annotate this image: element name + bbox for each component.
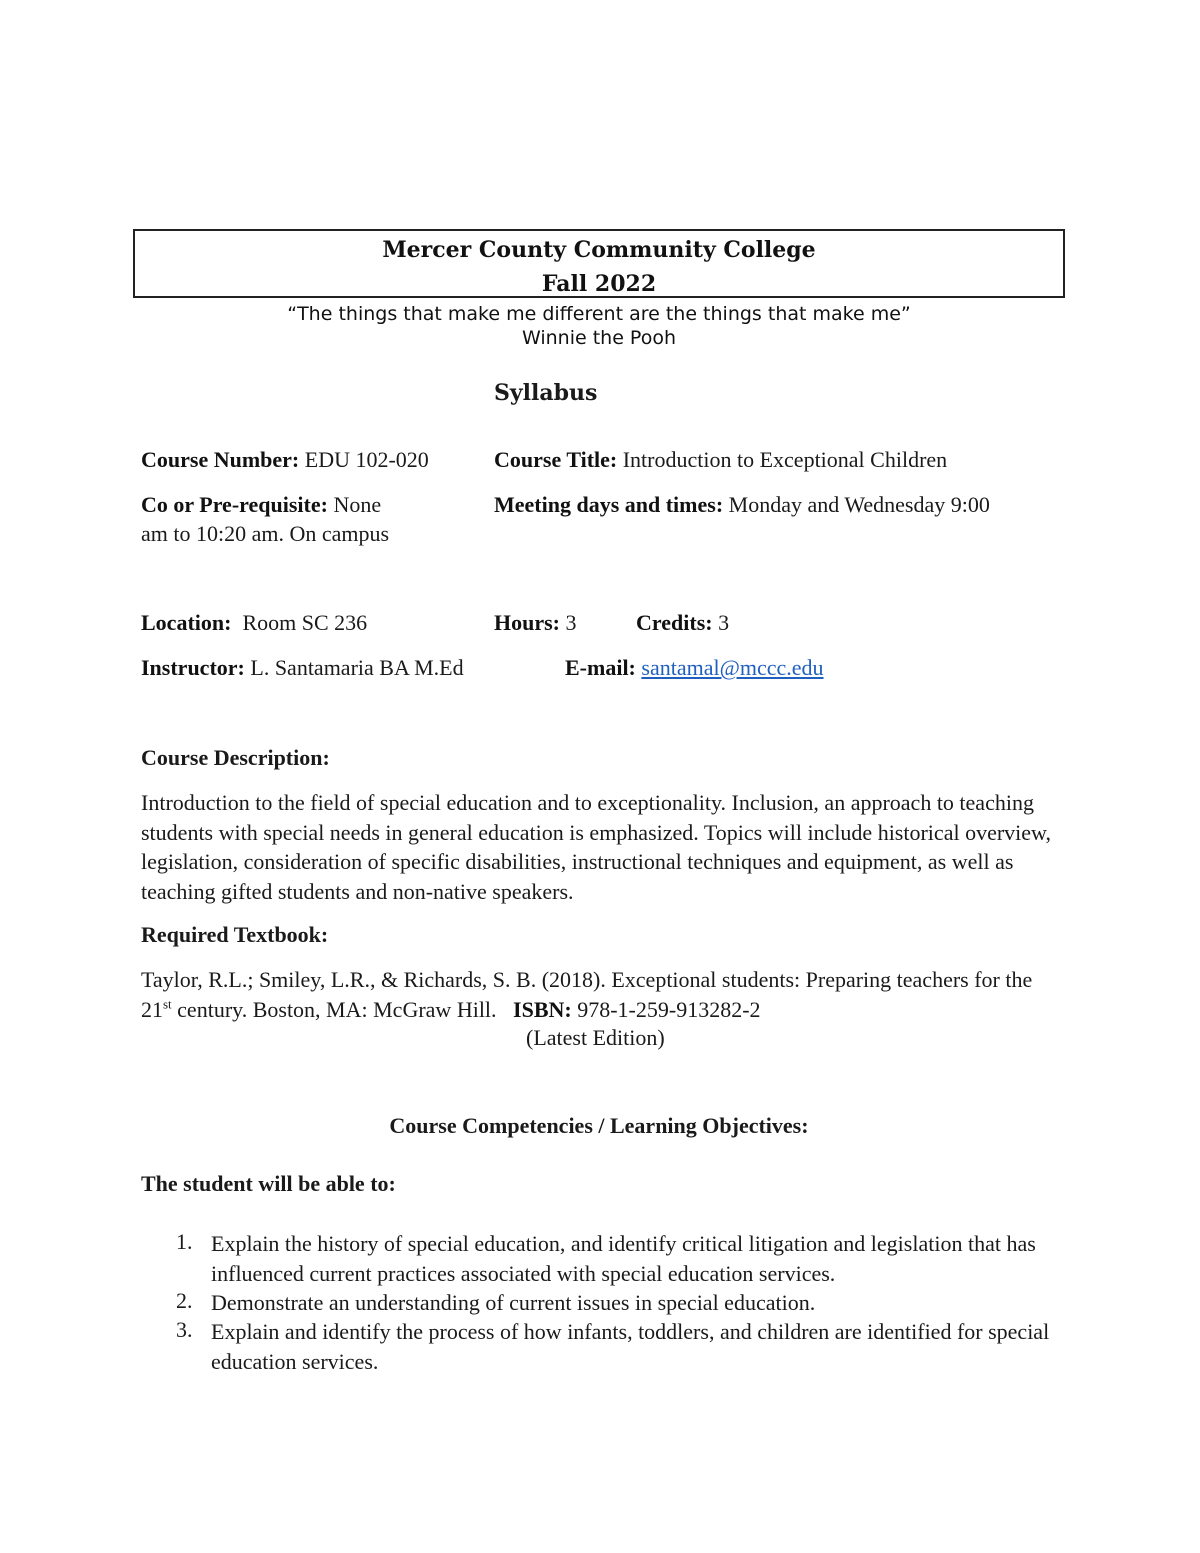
hours-value: 3 <box>565 610 577 635</box>
textbook-heading: Required Textbook: <box>141 922 329 947</box>
course-description-text: Introduction to the field of special education and to exceptionality. Inclusion, an approach to teaching students with special needs in general education is emphasized. Topics will include historical overview, legislation, consideration of specific disabilities, instructional techniques and equipment, as well as teaching gifted students and non-native speakers. <box>141 790 1051 904</box>
prereq-value: None <box>333 492 382 517</box>
instructor-value: L. Santamaria BA M.Ed <box>250 655 464 680</box>
term: Fall 2022 <box>541 271 657 297</box>
course-number <box>141 447 429 473</box>
objective-text: Explain and identify the process of how infants, toddlers, and children are identified for special education services. <box>211 1319 1050 1374</box>
objective-number: 3. <box>176 1317 193 1342</box>
course-title <box>494 447 947 473</box>
meeting-label: Meeting days and times: <box>494 492 724 517</box>
citation-part1: Taylor, R.L.; Smiley, L.R., & Richards, S. B. (2018). Exceptional students: Preparing teachers for the 21 <box>141 967 1033 1022</box>
citation-superscript: st <box>163 996 172 1012</box>
hours-label: Hours: <box>494 610 560 635</box>
meeting-value: Monday and Wednesday 9:00 <box>728 492 990 517</box>
objective-number: 2. <box>176 1288 193 1313</box>
email <box>565 655 824 681</box>
email-link[interactable]: santamal@mccc.edu <box>641 655 824 680</box>
credits <box>636 610 729 636</box>
credits-label: Credits: <box>636 610 713 635</box>
textbook-edition: (Latest Edition) <box>526 1025 665 1050</box>
prereq-label: Co or Pre-requisite: <box>141 492 328 517</box>
email-label: E-mail: <box>565 655 636 680</box>
quote-author: Winnie the Pooh <box>521 327 677 349</box>
course-description-heading: Course Description: <box>141 745 330 770</box>
meeting-continuation: am to 10:20 am. On campus <box>141 521 390 546</box>
location-value: Room SC 236 <box>242 610 368 635</box>
doc-title: Syllabus <box>494 380 598 406</box>
instructor-label: Instructor: <box>141 655 245 680</box>
meeting-times <box>494 492 990 518</box>
quote-text: “The things that make me different are the things that make me” <box>287 303 911 325</box>
location <box>141 610 367 636</box>
location-label: Location: <box>141 610 232 635</box>
college-name: Mercer County Community College <box>382 237 816 263</box>
course-title-value: Introduction to Exceptional Children <box>622 447 948 472</box>
isbn-value: 978-1-259-913282-2 <box>577 996 761 1022</box>
objective-text: Demonstrate an understanding of current issues in special education. <box>211 1290 816 1315</box>
objective-number: 1. <box>176 1229 193 1254</box>
isbn-label: ISBN: <box>513 996 572 1022</box>
course-title-label: Course Title: <box>494 447 618 472</box>
course-number-value: EDU 102-020 <box>304 447 429 472</box>
objective-text: Explain the history of special education, and identify critical litigation and legislation that has influenced current practices associated with special education services. <box>211 1231 1036 1286</box>
prerequisite <box>141 492 381 518</box>
competencies-heading: Course Competencies / Learning Objectives: <box>389 1113 809 1138</box>
hours <box>494 610 577 636</box>
textbook-citation <box>141 965 1041 1024</box>
instructor <box>141 655 464 681</box>
title-box <box>133 229 1065 298</box>
citation-part2: century. Boston, MA: McGraw Hill. <box>171 996 497 1022</box>
competencies-intro: The student will be able to: <box>141 1171 396 1196</box>
course-number-label: Course Number: <box>141 447 300 472</box>
credits-value: 3 <box>718 610 730 635</box>
